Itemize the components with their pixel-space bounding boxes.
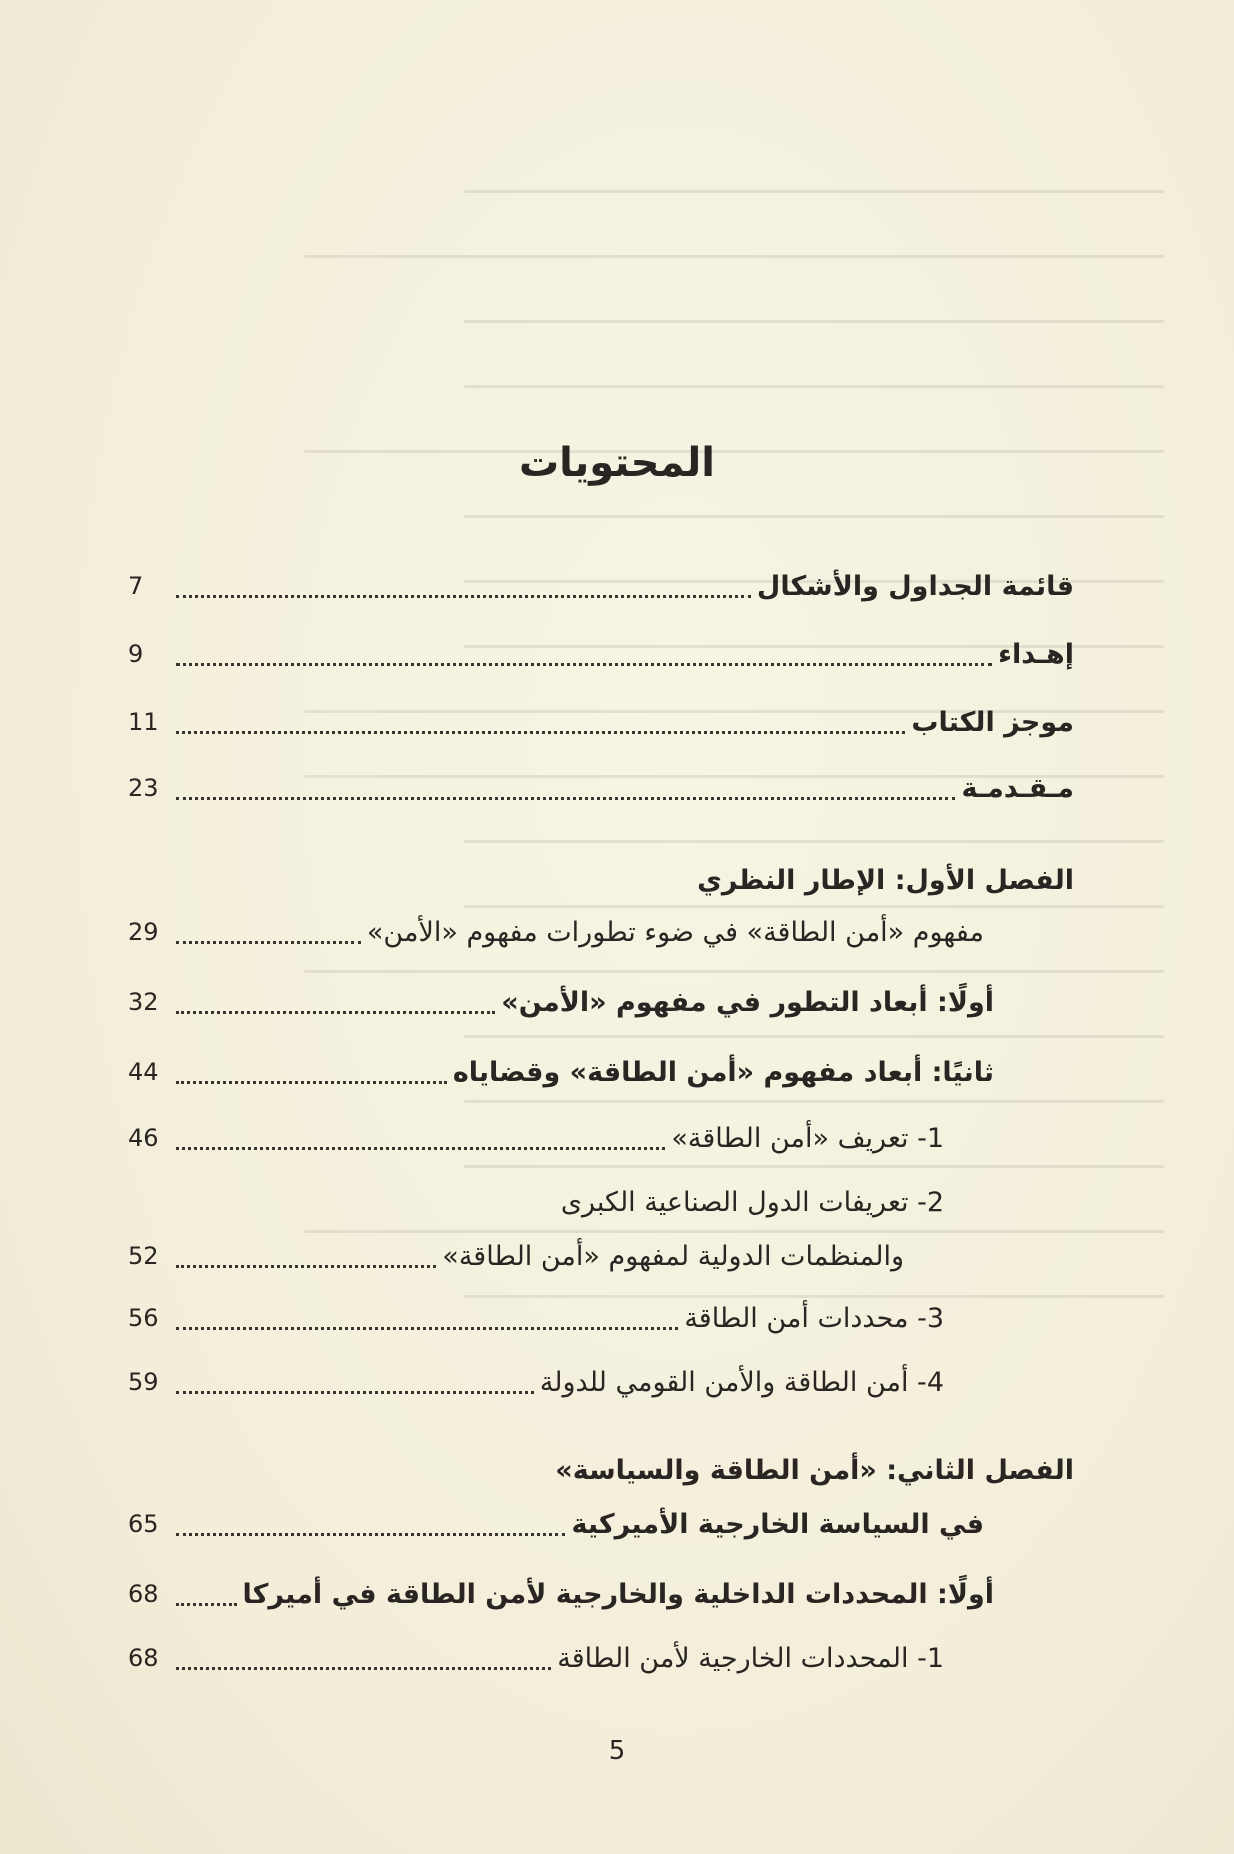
toc-entry-label: ثانيًا: أبعاد مفهوم «أمن الطاقة» وقضاياه [452,1056,994,1088]
dot-leader [176,1265,436,1268]
chapter-heading: الفصل الأول: الإطار النظري [697,864,1074,896]
toc-entry[interactable] [128,1050,994,1094]
dot-leader [176,941,361,944]
dot-leader [176,1603,237,1606]
toc-entry-page: 56 [128,1304,159,1332]
toc-entry-page: 7 [128,572,144,600]
toc-entry[interactable] [128,632,1074,676]
toc-entry-page: 52 [128,1242,159,1270]
toc-entry[interactable] [128,1502,984,1546]
toc-entry-page: 44 [128,1058,159,1086]
toc-entry-label: أولًا: أبعاد التطور في مفهوم «الأمن» [501,986,994,1018]
toc-entry-label: 3- محددات أمن الطاقة [684,1302,944,1334]
toc-entry-label: مفهوم «أمن الطاقة» في ضوء تطورات مفهوم «الأمن» [366,916,984,948]
toc-entry-label: 1- المحددات الخارجية لأمن الطاقة [557,1642,944,1674]
toc-entry[interactable] [128,1296,944,1340]
toc-entry-label: مـقـدمـة [961,772,1074,804]
toc-entry-label: إهـداء [998,638,1074,670]
toc-entry-page: 29 [128,918,159,946]
toc-entry-page: 68 [128,1644,159,1672]
toc-entry[interactable] [128,1360,944,1404]
toc-entry-label: موجز الكتاب [911,706,1074,738]
toc-entry[interactable] [128,700,1074,744]
toc-entry-page: 59 [128,1368,159,1396]
toc-entry-page: 65 [128,1510,159,1538]
dot-leader [176,1533,565,1536]
toc-entry-label: في السياسة الخارجية الأميركية [571,1508,984,1540]
dot-leader [176,595,751,598]
dot-leader [176,1147,665,1150]
dot-leader [176,1327,678,1330]
toc-entry-label: أولًا: المحددات الداخلية والخارجية لأمن الطاقة في أميركا [242,1578,994,1610]
toc-entry-page: 46 [128,1124,159,1152]
toc-entry-label: 1- تعريف «أمن الطاقة» [671,1122,944,1154]
dot-leader [176,663,992,666]
toc-entry[interactable] [128,980,994,1024]
dot-leader [176,1081,447,1084]
toc-entry[interactable] [128,1636,944,1680]
toc-entry[interactable] [128,1234,904,1278]
dot-leader [176,1011,495,1014]
toc-entry-label: والمنظمات الدولية لمفهوم «أمن الطاقة» [442,1240,904,1272]
toc-entry-page: 68 [128,1580,159,1608]
dot-leader [176,1667,551,1670]
toc-entry-page: 23 [128,774,159,802]
toc-entry-page: 32 [128,988,159,1016]
chapter-heading: الفصل الثاني: «أمن الطاقة والسياسة» [555,1454,1074,1486]
toc-entry-label: قائمة الجداول والأشكال [756,570,1074,602]
toc-entry-page: 9 [128,640,144,668]
toc-entry[interactable] [128,1572,994,1616]
toc-entry[interactable] [128,910,984,954]
toc-entry-page: 11 [128,708,159,736]
dot-leader [176,731,905,734]
toc-entry-label: 4- أمن الطاقة والأمن القومي للدولة [539,1366,944,1398]
dot-leader [176,1391,534,1394]
toc-entry-first-line: 2- تعريفات الدول الصناعية الكبرى [560,1186,944,1218]
page-title: المحتويات [518,440,715,486]
dot-leader [176,797,955,800]
toc-entry[interactable] [128,564,1074,608]
toc-entry[interactable] [128,766,1074,810]
page-number: 5 [608,1736,626,1766]
toc-entry[interactable] [128,1116,944,1160]
